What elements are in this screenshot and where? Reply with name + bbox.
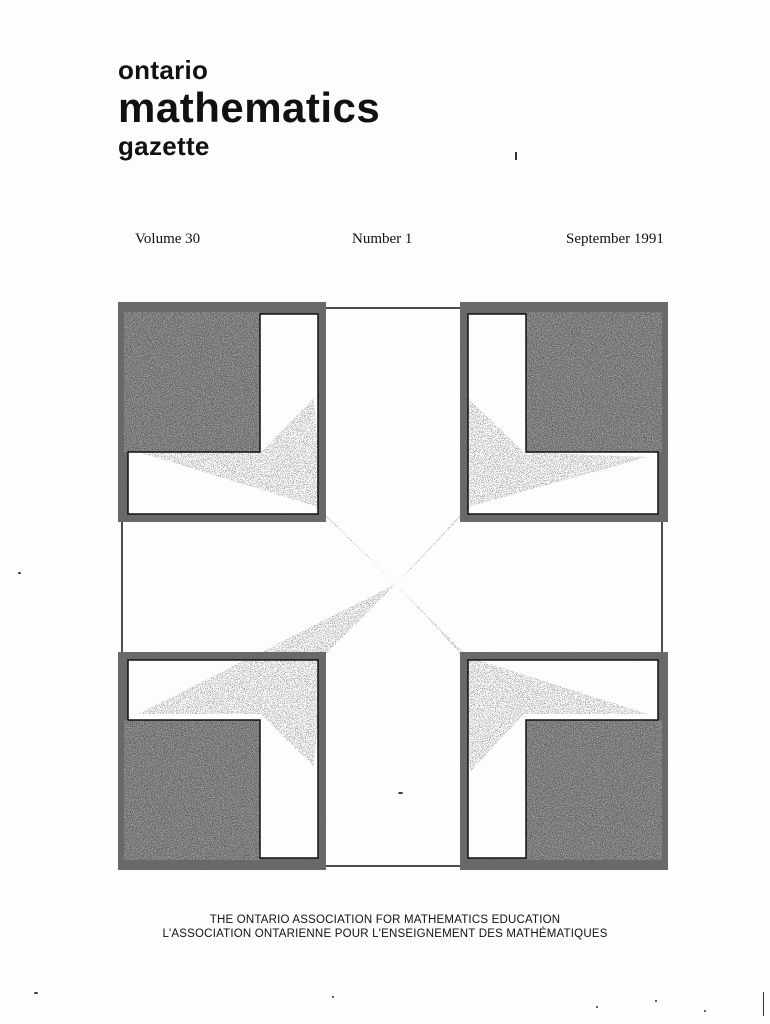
scan-speck <box>763 992 764 1016</box>
stippled-rays <box>138 398 648 772</box>
masthead-mathematics: mathematics <box>118 84 381 131</box>
scan-speck <box>398 792 403 794</box>
association-name-french: L'ASSOCIATION ONTARIENNE POUR L'ENSEIGNEMENT DES MATHÉMATIQUES <box>162 928 608 940</box>
scan-speck <box>18 572 21 574</box>
scan-speck <box>34 992 38 994</box>
association-name-english: THE ONTARIO ASSOCIATION FOR MATHEMATICS EDUCATION <box>209 914 561 926</box>
scan-speck <box>704 1010 706 1012</box>
masthead-gazette: gazette <box>118 131 210 161</box>
cover-artwork <box>118 302 668 870</box>
scan-speck <box>596 1006 598 1008</box>
masthead <box>118 56 380 160</box>
masthead-ontario: ontario <box>118 55 209 85</box>
scan-speck <box>515 152 517 160</box>
number-label: Number 1 <box>352 231 413 247</box>
scan-speck <box>655 1000 657 1002</box>
scan-speck <box>332 996 334 998</box>
volume-label: Volume 30 <box>135 231 201 247</box>
date-label: September 1991 <box>566 231 664 247</box>
